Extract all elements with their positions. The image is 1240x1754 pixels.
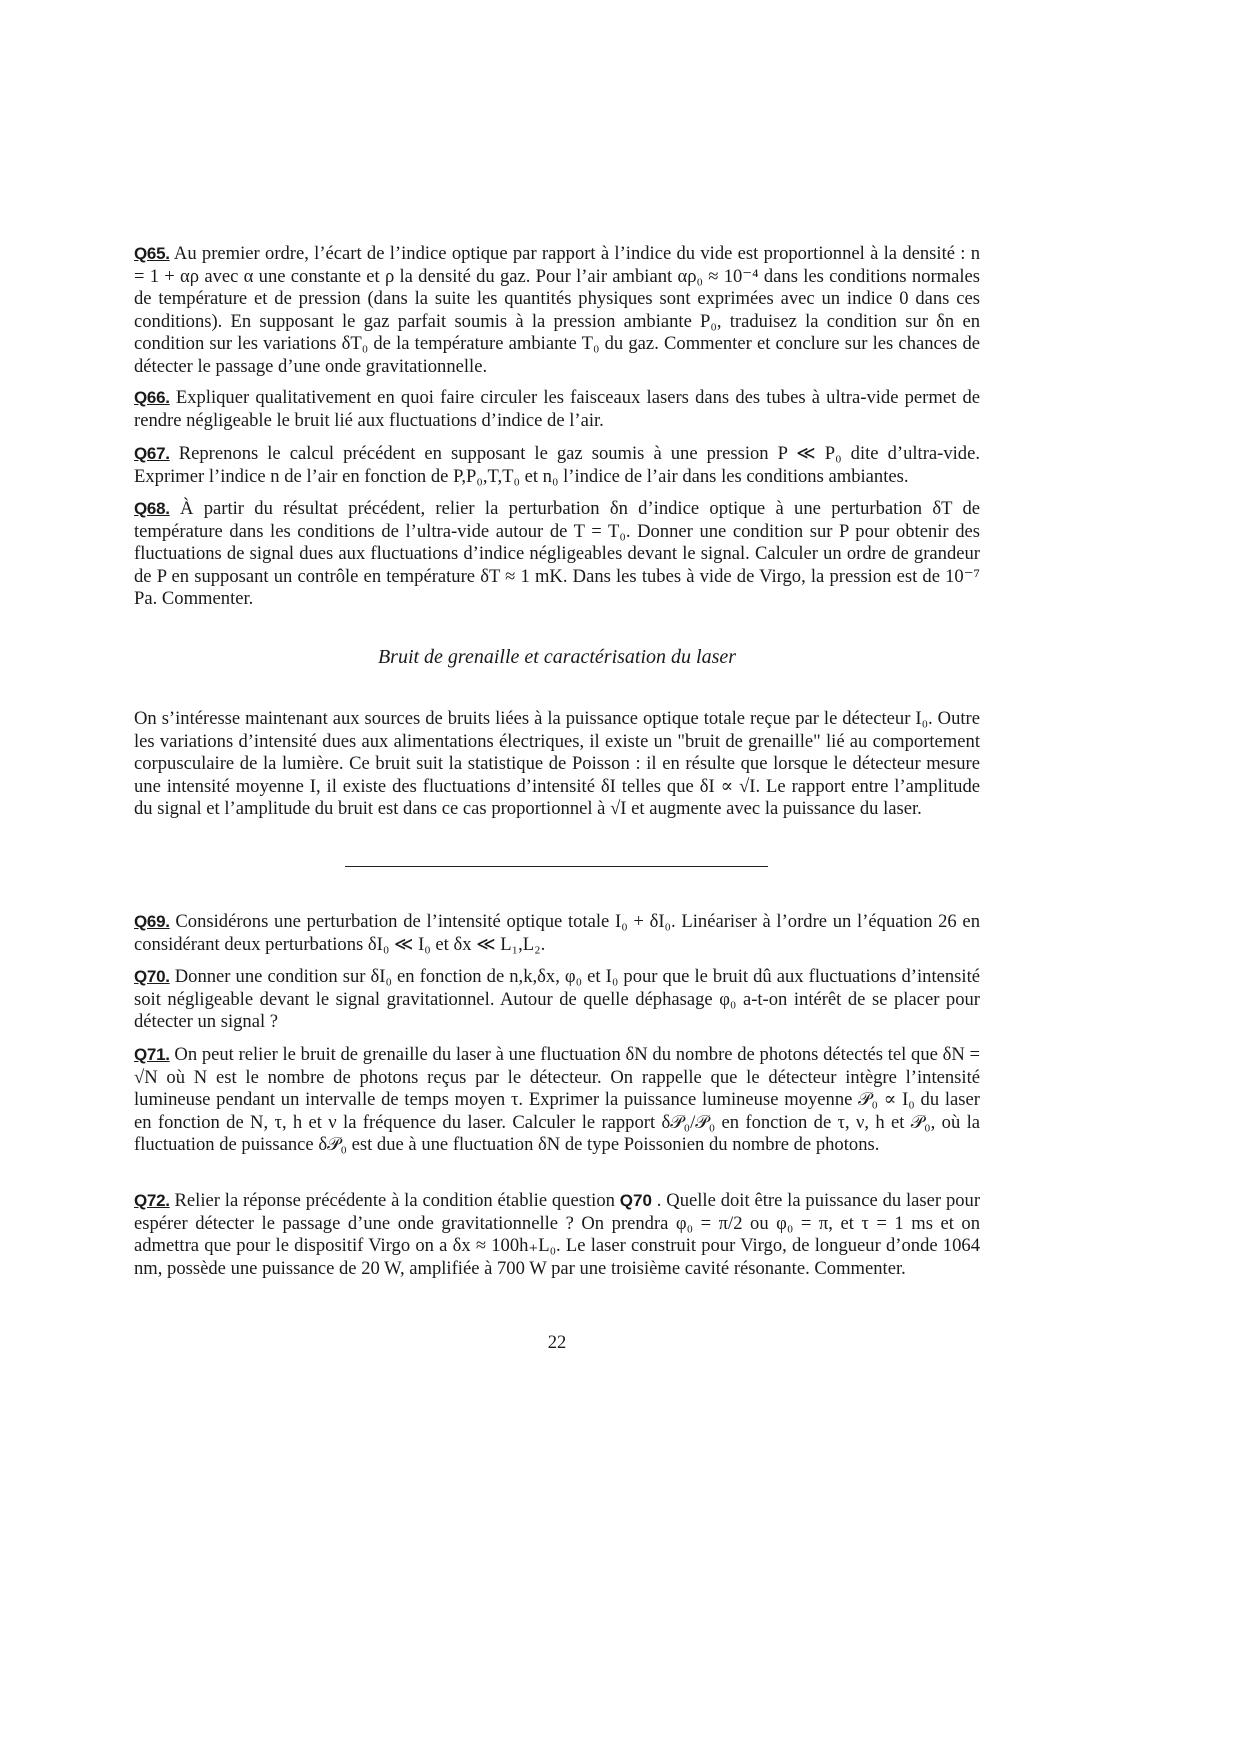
question-label: Q65.	[134, 244, 170, 263]
question-q66	[134, 387, 980, 432]
question-label: Q71.	[134, 1045, 170, 1064]
question-label: Q68.	[134, 499, 170, 518]
question-text-before: Relier la réponse précédente à la condition établie question	[174, 1190, 615, 1211]
question-text: Expliquer qualitativement en quoi faire circuler les faisceaux lasers dans des tubes à ultra-vide permet de rendre négligeable le bruit lié aux fluctuations d’indice de l’air.	[134, 387, 980, 431]
question-text: . Quelle doit être la puissance du laser pour espérer détecter le passage d’une onde gravitationnelle ? On prendra φ₀ = π/2 ou φ₀ = π, et τ = 1 ms et on admettra que pour le dispositif Virgo on a δx ≈ 100h₊L₀. Le laser construit pour Virgo, de longueur d’onde 1064 nm, possède une puissance de 20 W, amplifiée à 700 W par une troisième cavité résonante. Commenter.	[134, 1190, 981, 1279]
question-label: Q69.	[134, 912, 170, 931]
question-text: Considérons une perturbation de l’intensité optique totale I₀ + δI₀. Linéariser à l’ordre un l’équation 26 en considérant deux perturbations δI₀ ≪ I₀ et δx ≪ L₁,L₂.	[134, 911, 980, 955]
question-reference: Q70	[619, 1191, 652, 1210]
question-text: Reprenons le calcul précédent en supposant le gaz soumis à une pression P ≪ P₀ dite d’ultra-vide. Exprimer l’indice n de l’air en fonction de P,P₀,T,T₀ et n₀ l’indice de l’air dans les conditions ambiantes.	[134, 443, 980, 487]
question-label: Q67.	[134, 444, 170, 463]
question-text: Donner une condition sur δI₀ en fonction de n,k,δx, φ₀ et I₀ pour que le bruit dû aux fluctuations d’intensité soit négligeable devant le signal gravitationnel. Autour de quelle déphasage φ₀ a-t-on intérêt de se placer pour détecter un signal ?	[134, 966, 980, 1033]
question-q67	[134, 443, 980, 488]
question-q72	[134, 1190, 980, 1280]
page-number: 22	[547, 1332, 567, 1353]
question-q65	[134, 243, 980, 379]
question-q71	[134, 1044, 980, 1157]
question-label: Q72.	[134, 1191, 170, 1210]
section-intro: On s’intéresse maintenant aux sources de bruits liées à la puissance optique totale reçue par le détecteur I₀. Outre les variations d’intensité dues aux alimentations électriques, il existe un "bruit de grenaille" lié au comportement corpusculaire de la lumière. Ce bruit suit la statistique de Poisson : il en résulte que lorsque le détecteur mesure une intensité moyenne I, il existe des fluctuations d’intensité δI telles que δI ∝ √I. Le rapport entre l’amplitude du signal et l’amplitude du bruit est dans ce cas proportionnel à √I et augmente avec la puissance du laser.	[134, 708, 980, 820]
question-label: Q70.	[134, 967, 170, 986]
question-q69	[134, 911, 980, 956]
question-label: Q66.	[134, 388, 170, 407]
question-text: On peut relier le bruit de grenaille du laser à une fluctuation δN du nombre de photons détectés tel que δN = √N où N est le nombre de photons reçus par le détecteur. On rappelle que le détecteur intègre l’intensité lumineuse pendant un intervalle de temps moyen τ. Exprimer la puissance lumineuse moyenne 𝒫₀ ∝ I₀ du laser en fonction de N, τ, h et ν la fréquence du laser. Calculer le rapport δ𝒫₀/𝒫₀ en fonction de τ, ν, h et 𝒫₀, où la fluctuation de puissance δ𝒫₀ est due à une fluctuation δN de type Poissonien du nombre de photons.	[134, 1044, 981, 1156]
section-title: Bruit de grenaille et caractérisation du laser	[377, 646, 737, 668]
separator-rule	[345, 866, 768, 867]
question-q68	[134, 498, 980, 611]
question-q70	[134, 966, 980, 1034]
question-text: Au premier ordre, l’écart de l’indice optique par rapport à l’indice du vide est proportionnel à la densité : n = 1 + αρ avec α une constante et ρ la densité du gaz. Pour l’air ambiant αρ₀ ≈ 10⁻⁴ dans les conditions normales de température et de pression (dans la suite les quantités physiques sont exprimées avec un indice 0 dans ces conditions). En supposant le gaz parfait soumis à la pression ambiante P₀, traduisez la condition sur δn en condition sur les variations δT₀ de la température ambiante T₀ du gaz. Commenter et conclure sur les chances de détecter le passage d’une onde gravitationnelle.	[134, 243, 981, 377]
question-text: À partir du résultat précédent, relier la perturbation δn d’indice optique à une perturbation δT de température dans les conditions de l’ultra-vide autour de T = T₀. Donner une condition sur P pour obtenir des fluctuations de signal dues aux fluctuations d’indice négligeables devant le signal. Calculer un ordre de grandeur de P en supposant un contrôle en température δT ≈ 1 mK. Dans les tubes à vide de Virgo, la pression est de 10⁻⁷ Pa. Commenter.	[134, 498, 980, 610]
